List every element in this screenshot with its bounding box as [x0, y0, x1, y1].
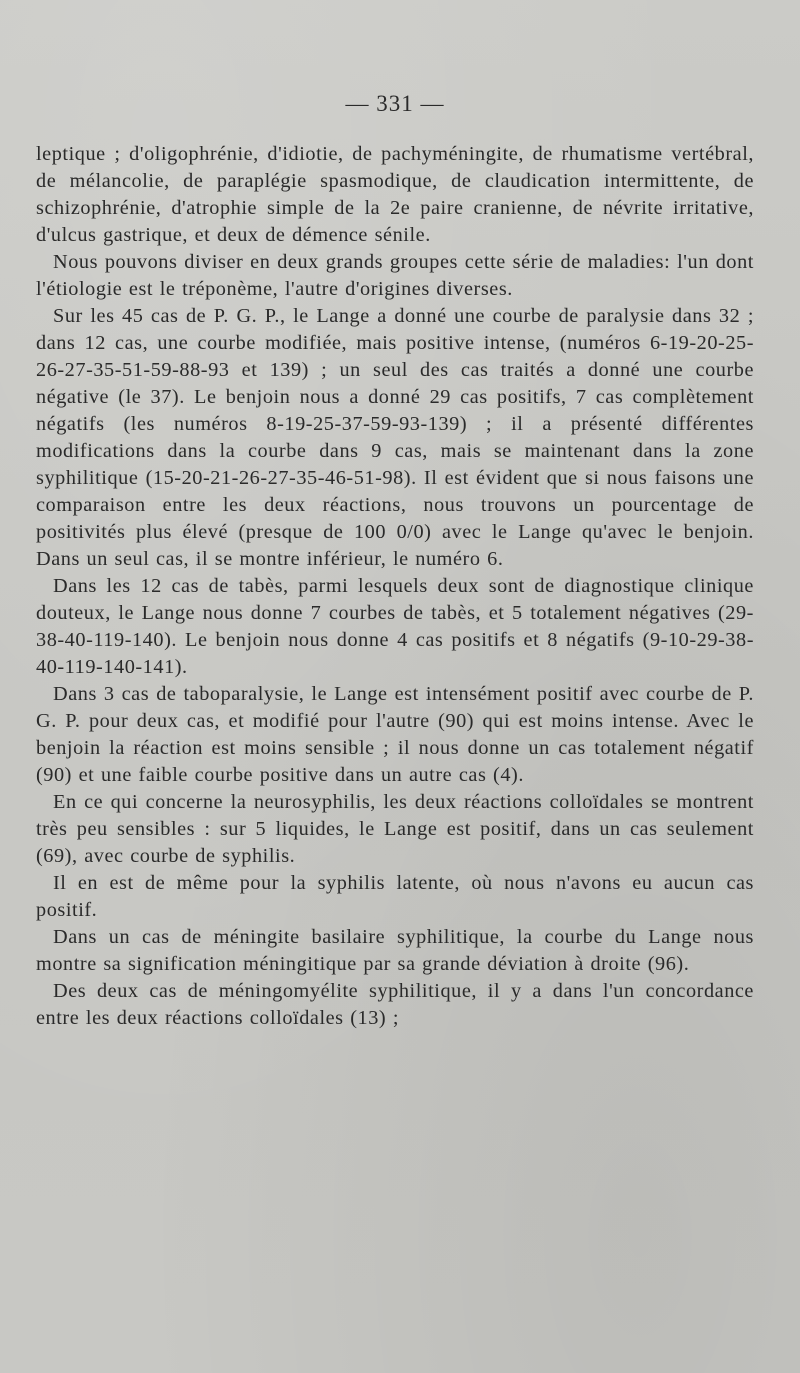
paragraph-meningomyelite: Des deux cas de méningomyélite syphilitique, il y a dans l'un concordance entre les deux réactions colloïdales (13) ; — [36, 980, 754, 1029]
paragraph-tabes: Dans les 12 cas de tabès, parmi lesquels deux sont de diagnostique clinique douteux, le Lange nous donne 7 courbes de tabès, et 5 totalement négatives (29-38-40-119-140). Le benjoin nous donne 4 cas positifs et 8 négatifs (9-10-29-38-40-119-140-141). — [36, 575, 754, 678]
paragraph-meningite: Dans un cas de méningite basilaire syphilitique, la courbe du Lange nous montre sa signification méningitique par sa grande déviation à droite (96). — [36, 926, 754, 975]
body-text — [36, 141, 754, 1032]
paragraph-pgp: Sur les 45 cas de P. G. P., le Lange a donné une courbe de paralysie dans 32 ; dans 12 cas, une courbe modifiée, mais positive intense, (numéros 6-19-20-25-26-27-35-51-59-88-93 et 139) ; un seul des cas traités a donné une courbe négative (le 37). Le benjoin nous a donné 29 cas positifs, 7 cas complètement négatifs (les numéros 8-19-25-37-59-93-139) ; il a présenté différentes modifications dans la courbe dans 9 cas, mais se maintenant dans la zone syphilitique (15-20-21-26-27-35-46-51-98). Il est évident que si nous faisons une comparaison entre les deux réactions, nous trouvons un pourcentage de positivités plus élevé (presque de 100 0/0) avec le Lange qu'avec le benjoin. Dans un seul cas, il se montre inférieur, le numéro 6. — [36, 305, 754, 570]
paragraph-continuation: leptique ; d'oligophrénie, d'idiotie, de pachyméningite, de rhumatisme vertébral, de mélancolie, de paraplégie spasmodique, de claudication intermittente, de schizophrénie, d'atrophie simple de la 2e paire cranienne, de névrite irritative, d'ulcus gastrique, et deux de démence sénile. — [36, 143, 754, 246]
paragraph-taboparalysie: Dans 3 cas de taboparalysie, le Lange est intensément positif avec courbe de P. G. P. pour deux cas, et modifié pour l'autre (90) qui est moins intense. Avec le benjoin la réaction est moins sensible ; il nous donne un cas totalement négatif (90) et une faible courbe positive dans un autre cas (4). — [36, 683, 754, 786]
paragraph-groupes: Nous pouvons diviser en deux grands groupes cette série de maladies: l'un dont l'étiologie est le tréponème, l'autre d'origines diverses. — [36, 251, 754, 300]
document-page — [36, 92, 754, 1032]
page-number: — 331 — — [345, 91, 445, 116]
paragraph-syphilis-latente: Il en est de même pour la syphilis latente, où nous n'avons eu aucun cas positif. — [36, 872, 754, 921]
paragraph-neurosyphilis: En ce qui concerne la neurosyphilis, les deux réactions colloïdales se montrent très peu sensibles : sur 5 liquides, le Lange est positif, dans un cas seulement (69), avec courbe de syphilis. — [36, 791, 754, 867]
